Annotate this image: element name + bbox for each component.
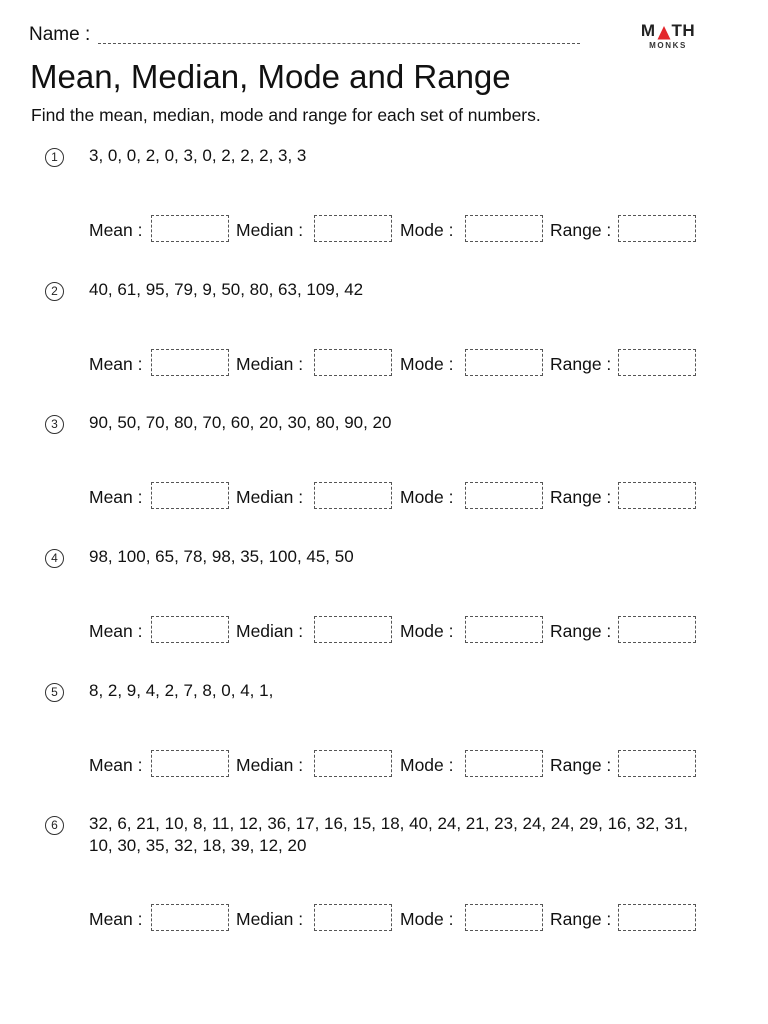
range-answer-box[interactable] — [618, 349, 696, 376]
problem-number: 2 — [45, 282, 64, 301]
mode-answer-box[interactable] — [465, 349, 543, 376]
range-label: Range : — [550, 487, 612, 507]
problem-data: 32, 6, 21, 10, 8, 11, 12, 36, 17, 16, 15, 18, 40, 24, 21, 23, 24, 24, 29, 16, 32, 31, 10, 30, 35, 32, 18, 39, 12, 20 — [89, 814, 688, 855]
mean-label: Mean : — [89, 909, 143, 929]
mean-label: Mean : — [89, 354, 143, 374]
mode-answer-box[interactable] — [465, 215, 543, 242]
name-row — [29, 23, 580, 47]
problem-data: 3, 0, 0, 2, 0, 3, 0, 2, 2, 2, 3, 3 — [89, 146, 307, 165]
mode-label: Mode : — [400, 487, 454, 507]
range-label: Range : — [550, 354, 612, 374]
mode-answer-box[interactable] — [465, 904, 543, 931]
problem-data: 90, 50, 70, 80, 70, 60, 20, 30, 80, 90, 20 — [89, 413, 392, 432]
answer-row — [0, 215, 768, 245]
range-label: Range : — [550, 220, 612, 240]
mode-label: Mode : — [400, 909, 454, 929]
mean-answer-box[interactable] — [151, 215, 229, 242]
mode-answer-box[interactable] — [465, 482, 543, 509]
logo-subtitle: MONKS — [649, 41, 687, 50]
mean-answer-box[interactable] — [151, 616, 229, 643]
range-answer-box[interactable] — [618, 616, 696, 643]
median-label: Median : — [236, 487, 304, 507]
problem-number: 5 — [45, 683, 64, 702]
name-label: Name : — [29, 24, 91, 45]
name-field[interactable] — [98, 43, 580, 44]
logo-text-right: TH — [671, 21, 696, 40]
mean-answer-box[interactable] — [151, 482, 229, 509]
answer-row — [0, 349, 768, 379]
mode-answer-box[interactable] — [465, 750, 543, 777]
median-label: Median : — [236, 220, 304, 240]
problem-number: 1 — [45, 148, 64, 167]
median-answer-box[interactable] — [314, 215, 392, 242]
math-monks-logo — [636, 22, 700, 51]
answer-row — [0, 904, 768, 934]
median-label: Median : — [236, 755, 304, 775]
range-label: Range : — [550, 909, 612, 929]
mean-label: Mean : — [89, 487, 143, 507]
range-label: Range : — [550, 755, 612, 775]
mean-answer-box[interactable] — [151, 349, 229, 376]
range-label: Range : — [550, 621, 612, 641]
median-answer-box[interactable] — [314, 349, 392, 376]
range-answer-box[interactable] — [618, 482, 696, 509]
median-label: Median : — [236, 909, 304, 929]
median-label: Median : — [236, 354, 304, 374]
median-answer-box[interactable] — [314, 750, 392, 777]
triangle-logo-icon — [657, 25, 671, 40]
median-answer-box[interactable] — [314, 616, 392, 643]
problem-data: 40, 61, 95, 79, 9, 50, 80, 63, 109, 42 — [89, 280, 364, 299]
mode-label: Mode : — [400, 621, 454, 641]
mode-answer-box[interactable] — [465, 616, 543, 643]
range-answer-box[interactable] — [618, 750, 696, 777]
logo-text-left: M — [640, 21, 656, 40]
problem-data: 8, 2, 9, 4, 2, 7, 8, 0, 4, 1, — [89, 681, 274, 700]
answer-row — [0, 482, 768, 512]
mean-answer-box[interactable] — [151, 750, 229, 777]
problem-number: 4 — [45, 549, 64, 568]
range-answer-box[interactable] — [618, 215, 696, 242]
median-answer-box[interactable] — [314, 904, 392, 931]
mode-label: Mode : — [400, 220, 454, 240]
median-answer-box[interactable] — [314, 482, 392, 509]
page-title: Mean, Median, Mode and Range — [30, 58, 511, 95]
answer-row — [0, 750, 768, 780]
mode-label: Mode : — [400, 354, 454, 374]
problem-number: 6 — [45, 816, 64, 835]
instructions: Find the mean, median, mode and range for each set of numbers. — [31, 105, 541, 125]
mode-label: Mode : — [400, 755, 454, 775]
range-answer-box[interactable] — [618, 904, 696, 931]
problem-number: 3 — [45, 415, 64, 434]
answer-row — [0, 616, 768, 646]
median-label: Median : — [236, 621, 304, 641]
problem-data: 98, 100, 65, 78, 98, 35, 100, 45, 50 — [89, 547, 354, 566]
mean-label: Mean : — [89, 220, 143, 240]
mean-label: Mean : — [89, 621, 143, 641]
mean-answer-box[interactable] — [151, 904, 229, 931]
mean-label: Mean : — [89, 755, 143, 775]
